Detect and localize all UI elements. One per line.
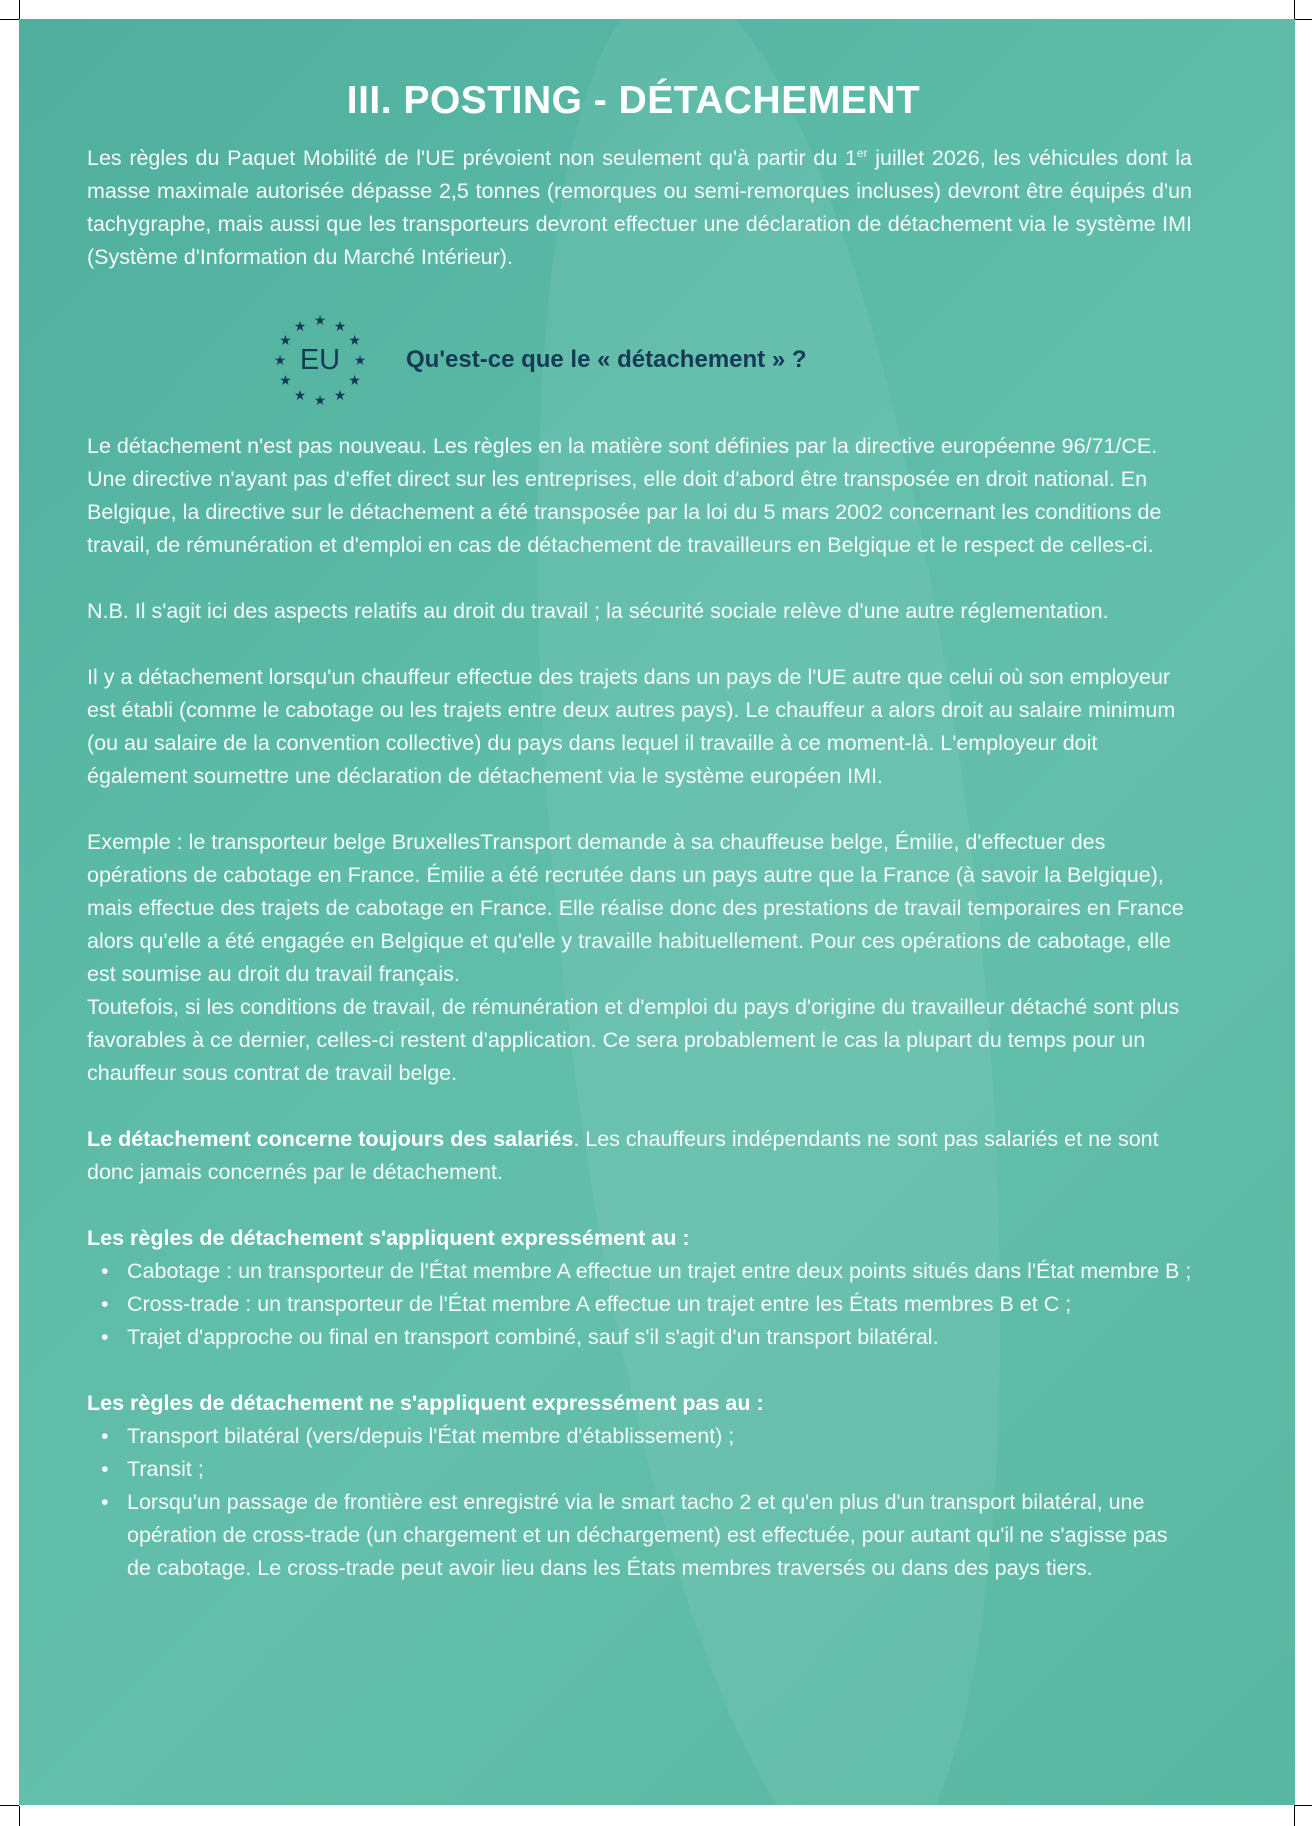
- paragraph-employees: Le détachement concerne toujours des salariés. Les chauffeurs indépendants ne sont pas salariés et ne sont donc jamais concernés par le détachement.: [87, 1127, 1159, 1185]
- eu-star-icon: ★: [348, 372, 361, 389]
- applies-heading: Les règles de détachement s'appliquent expressément au :: [87, 1226, 690, 1251]
- eu-star-icon: ★: [313, 312, 327, 329]
- crop-mark: [19, 1806, 20, 1826]
- page-content: [87, 79, 1192, 1585]
- list-item: • Transport bilatéral (vers/depuis l'État membre d'établissement) ;: [101, 1424, 735, 1449]
- eu-star-icon: ★: [273, 352, 287, 369]
- section-question: Qu'est-ce que le « détachement » ?: [406, 346, 807, 374]
- page-title: III. POSTING - DÉTACHEMENT: [346, 79, 921, 122]
- list-item: • Lorsqu'un passage de frontière est enregistré via le smart tacho 2 et qu'en plus d'un transport bilatéral, une opération de cross-trade (un chargement et un déchargement) est effectuée, pour autant qu'il ne s'agisse pas de cabotage. Le cross-trade peut avoir lieu dans les États membres traversés ou dans des pays tiers.: [101, 1490, 1168, 1581]
- not-applies-list: [87, 1420, 1192, 1585]
- crop-mark: [1294, 19, 1312, 20]
- list-item: • Cabotage : un transporteur de l'État membre A effectue un trajet entre deux points situés dans l'État membre B ;: [101, 1259, 1192, 1284]
- crop-mark: [19, 0, 20, 19]
- eu-label: EU: [299, 343, 341, 376]
- intro-paragraph: Les règles du Paquet Mobilité de l'UE prévoient non seulement qu'à partir du 1er juillet 2026, les véhicules dont la masse maximale autorisée dépasse 2,5 tonnes (remorques ou semi-remorques incluses) devront être équipés d'un tachygraphe, mais aussi que les transporteurs devront effectuer une déclaration de détachement via le système IMI (Système d'Information du Marché Intérieur).: [87, 146, 1192, 270]
- section-header: [272, 312, 1192, 408]
- paragraph-example: Exemple : le transporteur belge BruxellesTransport demande à sa chauffeuse belge, Émilie, d'effectuer des opérations de cabotage en France. Émilie a été recrutée dans un pays autre que la France (à savoir la Belgique), mais effectue des trajets de cabotage en France. Elle réalise donc des prestations de travail temporaires en France alors qu'elle a été engagée en Belgique et qu'elle y travaille habituellement. Pour ces opérations de cabotage, elle est soumise au droit du travail français.: [87, 830, 1184, 987]
- list-item: • Cross-trade : un transporteur de l'État membre A effectue un trajet entre les États membres B et C ;: [101, 1292, 1072, 1317]
- eu-star-icon: ★: [313, 392, 327, 409]
- eu-star-icon: ★: [333, 386, 347, 403]
- paragraph-directive: Le détachement n'est pas nouveau. Les règles en la matière sont définies par la directive européenne 96/71/CE. Une directive n'ayant pas d'effet direct sur les entreprises, elle doit d'abord être transposée en droit national. En Belgique, la directive sur le détachement a été transposée par la loi du 5 mars 2002 concernant les conditions de travail, de rémunération et d'emploi en cas de détachement de travailleurs en Belgique et le respect de celles-ci.: [87, 434, 1162, 558]
- eu-star-icon: ★: [279, 372, 292, 389]
- crop-mark: [1294, 0, 1295, 19]
- not-applies-heading: Les règles de détachement ne s'appliquent expressément pas au :: [87, 1391, 764, 1416]
- crop-mark: [0, 1805, 19, 1806]
- list-item: • Transit ;: [101, 1457, 204, 1482]
- eu-star-icon: ★: [293, 317, 307, 334]
- crop-mark: [0, 19, 19, 20]
- eu-star-icon: ★: [333, 317, 347, 334]
- eu-star-icon: ★: [353, 352, 367, 369]
- crop-mark: [1294, 1805, 1312, 1806]
- applies-list: [87, 1255, 1192, 1354]
- paragraph-favorable: Toutefois, si les conditions de travail, de rémunération et d'emploi du pays d'origine du travailleur détaché sont plus favorables à ce dernier, celles-ci restent d'application. Ce sera probablement le cas la plupart du temps pour un chauffeur sous contrat de travail belge.: [87, 995, 1180, 1086]
- eu-star-icon: ★: [293, 386, 307, 403]
- eu-star-icon: ★: [348, 332, 361, 349]
- page-panel: [19, 19, 1295, 1805]
- paragraph-note: N.B. Il s'agit ici des aspects relatifs au droit du travail ; la sécurité sociale relève d'une autre réglementation.: [87, 599, 1109, 624]
- eu-stars-icon: [272, 312, 368, 408]
- paragraph-definition: Il y a détachement lorsqu'un chauffeur effectue des trajets dans un pays de l'UE autre que celui où son employeur est établi (comme le cabotage ou les trajets entre deux autres pays). Le chauffeur a alors droit au salaire minimum (ou au salaire de la convention collective) du pays dans lequel il travaille à ce moment-là. L'employeur doit également soumettre une déclaration de détachement via le système européen IMI.: [87, 665, 1176, 789]
- crop-mark: [1294, 1806, 1295, 1826]
- eu-star-icon: ★: [279, 332, 292, 349]
- list-item: • Trajet d'approche ou final en transport combiné, sauf s'il s'agit d'un transport bilatéral.: [101, 1325, 939, 1350]
